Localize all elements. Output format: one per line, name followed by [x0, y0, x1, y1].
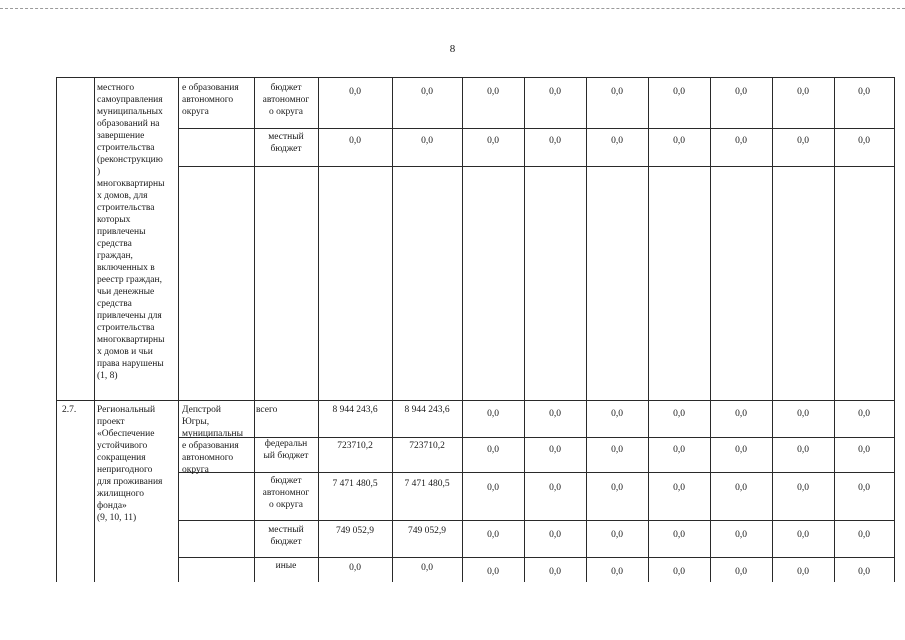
budget-value: 0,0: [673, 87, 685, 97]
budget-value: 0,0: [549, 483, 561, 493]
budget-value: 0,0: [611, 483, 623, 493]
budget-value: 723710,2: [337, 441, 373, 451]
page-number: 8: [449, 43, 456, 55]
row-executor: е образования автономного округа: [182, 83, 239, 117]
budget-value: 0,0: [349, 563, 361, 573]
budget-value: 0,0: [735, 530, 747, 540]
budget-value: 7 471 480,5: [332, 479, 378, 489]
budget-value: 7 471 480,5: [404, 479, 450, 489]
table-vertical-line: [318, 77, 319, 582]
table-horizontal-line: [56, 77, 894, 78]
budget-value: 0,0: [858, 445, 870, 455]
budget-value: 0,0: [735, 136, 747, 146]
row-number: 2.7.: [62, 405, 77, 415]
table-vertical-line: [254, 77, 255, 582]
budget-value: 0,0: [797, 483, 809, 493]
budget-value: 749 052,9: [336, 526, 374, 536]
budget-value: 0,0: [735, 87, 747, 97]
budget-value: 0,0: [549, 87, 561, 97]
budget-value: 0,0: [858, 483, 870, 493]
table-vertical-line: [586, 77, 587, 582]
budget-value: 0,0: [673, 483, 685, 493]
budget-value: 0,0: [735, 483, 747, 493]
budget-value: 0,0: [487, 87, 499, 97]
budget-value: 0,0: [735, 445, 747, 455]
budget-value: 0,0: [611, 87, 623, 97]
budget-value: 0,0: [797, 87, 809, 97]
budget-value: 0,0: [797, 409, 809, 419]
budget-value: 0,0: [611, 409, 623, 419]
funding-source: местный бюджет: [268, 132, 304, 154]
budget-value: 0,0: [673, 409, 685, 419]
budget-value: 0,0: [421, 563, 433, 573]
table-horizontal-line: [178, 557, 894, 558]
budget-value: 0,0: [673, 530, 685, 540]
budget-value: 0,0: [549, 567, 561, 577]
budget-value: 0,0: [487, 567, 499, 577]
budget-value: 0,0: [611, 445, 623, 455]
budget-value: 0,0: [549, 530, 561, 540]
funding-source: всего: [256, 405, 278, 415]
funding-source: иные: [275, 561, 297, 571]
funding-source: бюджет автономног о округа: [262, 476, 310, 510]
budget-value: 0,0: [858, 409, 870, 419]
budget-value: 0,0: [487, 530, 499, 540]
table-vertical-line: [710, 77, 711, 582]
table-vertical-line: [392, 77, 393, 582]
budget-value: 0,0: [611, 530, 623, 540]
table-vertical-line: [894, 77, 895, 582]
budget-value: 0,0: [349, 87, 361, 97]
budget-value: 0,0: [421, 87, 433, 97]
budget-value: 0,0: [858, 567, 870, 577]
budget-value: 0,0: [349, 136, 361, 146]
budget-value: 0,0: [673, 567, 685, 577]
budget-value: 723710,2: [409, 441, 445, 451]
table-horizontal-line: [56, 400, 894, 401]
table-horizontal-line: [178, 128, 894, 129]
table-vertical-line: [56, 77, 57, 582]
table-vertical-line: [178, 77, 179, 582]
budget-value: 0,0: [735, 567, 747, 577]
budget-value: 0,0: [549, 445, 561, 455]
budget-value: 749 052,9: [408, 526, 446, 536]
budget-value: 0,0: [611, 136, 623, 146]
funding-source: бюджет автономног о округа: [262, 83, 310, 117]
budget-value: 8 944 243,6: [332, 405, 378, 415]
table-vertical-line: [462, 77, 463, 582]
budget-value: 0,0: [421, 136, 433, 146]
budget-value: 0,0: [858, 136, 870, 146]
budget-value: 0,0: [487, 483, 499, 493]
row-description: местного самоуправления муниципальных образований на завершение строительства (реконструкцию ) многоквартирны х домов, для строительства которых привлечены средства граждан, включенных в реестр граждан, чьи денежные средства привлечены для строительства многоквартирны х домов и чьи права нарушены (1, 8): [97, 83, 165, 381]
budget-value: 0,0: [797, 136, 809, 146]
budget-value: 0,0: [549, 136, 561, 146]
budget-value: 0,0: [858, 530, 870, 540]
budget-value: 0,0: [549, 409, 561, 419]
funding-source: федеральн ый бюджет: [263, 439, 309, 461]
table-horizontal-line: [178, 472, 894, 473]
budget-value: 0,0: [858, 87, 870, 97]
row-executor: Депстрой Югры, муниципальны е образования автономного округа: [182, 405, 244, 475]
budget-value: 0,0: [797, 567, 809, 577]
table-vertical-line: [834, 77, 835, 582]
funding-source: местный бюджет: [268, 525, 304, 547]
budget-value: 0,0: [611, 567, 623, 577]
budget-value: 0,0: [673, 136, 685, 146]
budget-value: 8 944 243,6: [404, 405, 450, 415]
budget-value: 0,0: [797, 530, 809, 540]
table-horizontal-line: [178, 166, 894, 167]
table-vertical-line: [94, 77, 95, 582]
budget-value: 0,0: [487, 445, 499, 455]
row-description: Региональный проект «Обеспечение устойчивого сокращения непригодного для проживания жилищного фонда» (9, 10, 11): [97, 405, 163, 523]
budget-value: 0,0: [797, 445, 809, 455]
budget-value: 0,0: [735, 409, 747, 419]
table-vertical-line: [648, 77, 649, 582]
budget-value: 0,0: [673, 445, 685, 455]
table-vertical-line: [772, 77, 773, 582]
table-vertical-line: [524, 77, 525, 582]
table-horizontal-line: [178, 520, 894, 521]
budget-value: 0,0: [487, 136, 499, 146]
budget-value: 0,0: [487, 409, 499, 419]
